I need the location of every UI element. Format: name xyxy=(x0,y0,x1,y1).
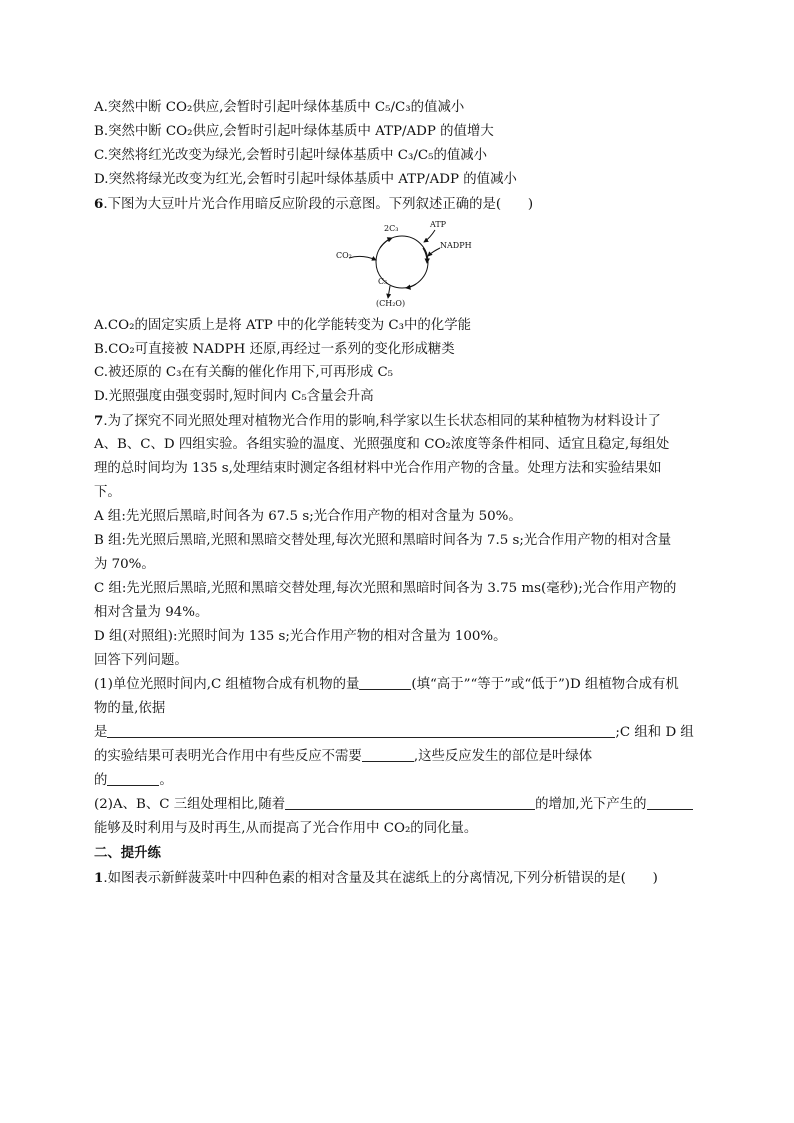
s2-q1-number: 1 xyxy=(94,870,104,886)
q7-stem-line4: 下。 xyxy=(94,485,121,500)
q7-stem-text: .为了探究不同光照处理对植物光合作用的影响,科学家以生长状态相同的某种植物为材料设计了 xyxy=(103,414,661,429)
answer-blank-1[interactable] xyxy=(359,676,411,690)
answer-blank-5[interactable] xyxy=(285,796,535,810)
q7-part2-line1 xyxy=(94,796,693,814)
q5-option-d: D.突然将绿光改变为红光,会暂时引起叶绿体基质中 ATP/ADP 的值减小 xyxy=(94,172,517,187)
q7-p1-text-d: 是 xyxy=(94,725,108,740)
q7-p1-text-f: 的实验结果可表明光合作用中有些反应不需要 xyxy=(94,749,362,764)
q5-option-b: B.突然中断 CO₂供应,会暂时引起叶绿体基质中 ATP/ADP 的值增大 xyxy=(94,124,494,139)
q7-stem-line1 xyxy=(94,412,661,431)
label-ch2o: (CH₂O) xyxy=(376,299,406,308)
q7-group-b-line2: 为 70%。 xyxy=(94,557,155,572)
q7-p2-text-b: 的增加,光下产生的 xyxy=(535,797,647,812)
q7-stem-line3: 理的总时间均为 135 s,处理结束时测定各组材料中光合作用产物的含量。处理方法和实验结果如 xyxy=(94,461,662,476)
q7-number: 7 xyxy=(94,413,104,429)
q7-part1-line2: 物的量,依据 xyxy=(94,701,166,716)
q5-option-c: C.突然将红光改变为绿光,会暂时引起叶绿体基质中 C₃/C₅的值减小 xyxy=(94,148,488,163)
label-co2: CO₂ xyxy=(336,251,352,260)
q7-p1-text-g: ,这些反应发生的部位是叶绿体 xyxy=(413,749,593,764)
q6-stem-text: .下图为大豆叶片光合作用暗反应阶段的示意图。下列叙述正确的是( ) xyxy=(103,197,534,212)
q6-option-a: A.CO₂的固定实质上是将 ATP 中的化学能转变为 C₃中的化学能 xyxy=(94,318,471,333)
answer-blank-2[interactable] xyxy=(107,724,615,738)
cycle-arrow-fix xyxy=(380,238,392,248)
q7-p2-text-a: (2)A、B、C 三组处理相比,随着 xyxy=(94,797,286,812)
q7-group-c-line2: 相对含量为 94%。 xyxy=(94,605,209,620)
q7-stem-line2: A、B、C、D 四组实验。各组实验的温度、光照强度和 CO₂浓度等条件相同、适宜且稳定,每组处 xyxy=(94,437,670,452)
q7-part1-line3 xyxy=(94,724,694,742)
q6-option-c: C.被还原的 C₃在有关酶的催化作用下,可再形成 C₅ xyxy=(94,365,394,380)
q7-p1-text-a: (1)单位光照时间内,C 组植物合成有机物的量 xyxy=(94,677,360,692)
answer-blank-6[interactable] xyxy=(647,796,693,810)
q7-group-b-line1: B 组:先光照后黑暗,光照和黑暗交替处理,每次光照和黑暗时间各为 7.5 s;光合作用产物的相对含量 xyxy=(94,533,672,548)
q7-part1-line1 xyxy=(94,676,679,694)
q7-p1-text-i: 。 xyxy=(159,773,173,788)
atp-input-arrow xyxy=(424,230,435,242)
section-heading: 二、提升练 xyxy=(94,846,161,861)
s2-q1-stem-text: .如图表示新鲜菠菜叶中四种色素的相对含量及其在滤纸上的分离情况,下列分析错误的是( ) xyxy=(103,871,658,886)
label-nadph: NADPH xyxy=(440,241,472,250)
s2-q1-stem xyxy=(94,869,658,888)
q7-part1-line4 xyxy=(94,748,592,766)
label-atp: ATP xyxy=(430,220,447,229)
q7-group-a: A 组:先光照后黑暗,时间各为 67.5 s;光合作用产物的相对含量为 50%。 xyxy=(94,509,522,524)
q7-p1-text-b: (填“高于”“等于”或“低于”)D 组植物合成有机 xyxy=(411,677,679,692)
q5-option-a: A.突然中断 CO₂供应,会暂时引起叶绿体基质中 C₅/C₃的值减小 xyxy=(94,100,465,115)
calvin-cycle-diagram xyxy=(332,218,472,310)
ch2o-output-arrow xyxy=(388,286,390,298)
q7-group-c-line1: C 组:先光照后黑暗,光照和黑暗交替处理,每次光照和黑暗时间各为 3.75 ms(毫秒);光合作用产物的 xyxy=(94,581,677,596)
co2-input-arrow xyxy=(349,256,376,260)
nadph-input-arrow xyxy=(428,248,440,256)
label-2c3: 2C₃ xyxy=(384,224,399,233)
q7-part1-line5 xyxy=(94,772,173,790)
label-c5: C₅ xyxy=(378,277,388,286)
q7-group-d: D 组(对照组):光照时间为 135 s;光合作用产物的相对含量为 100%。 xyxy=(94,629,507,644)
q6-option-b: B.CO₂可直接被 NADPH 还原,再经过一系列的变化形成糖类 xyxy=(94,342,455,357)
answer-blank-4[interactable] xyxy=(107,772,159,786)
answer-blank-3[interactable] xyxy=(362,748,414,762)
q6-number: 6 xyxy=(94,196,104,212)
q6-option-d: D.光照强度由强变弱时,短时间内 C₅含量会升高 xyxy=(94,389,374,404)
q7-part2-line2: 能够及时利用与及时再生,从而提高了光合作用中 CO₂的同化量。 xyxy=(94,821,478,836)
q6-stem xyxy=(94,195,533,214)
q7-p1-text-e: ;C 组和 D 组 xyxy=(615,725,694,740)
q7-prompt: 回答下列问题。 xyxy=(94,653,188,668)
q7-p1-text-h: 的 xyxy=(94,773,108,788)
